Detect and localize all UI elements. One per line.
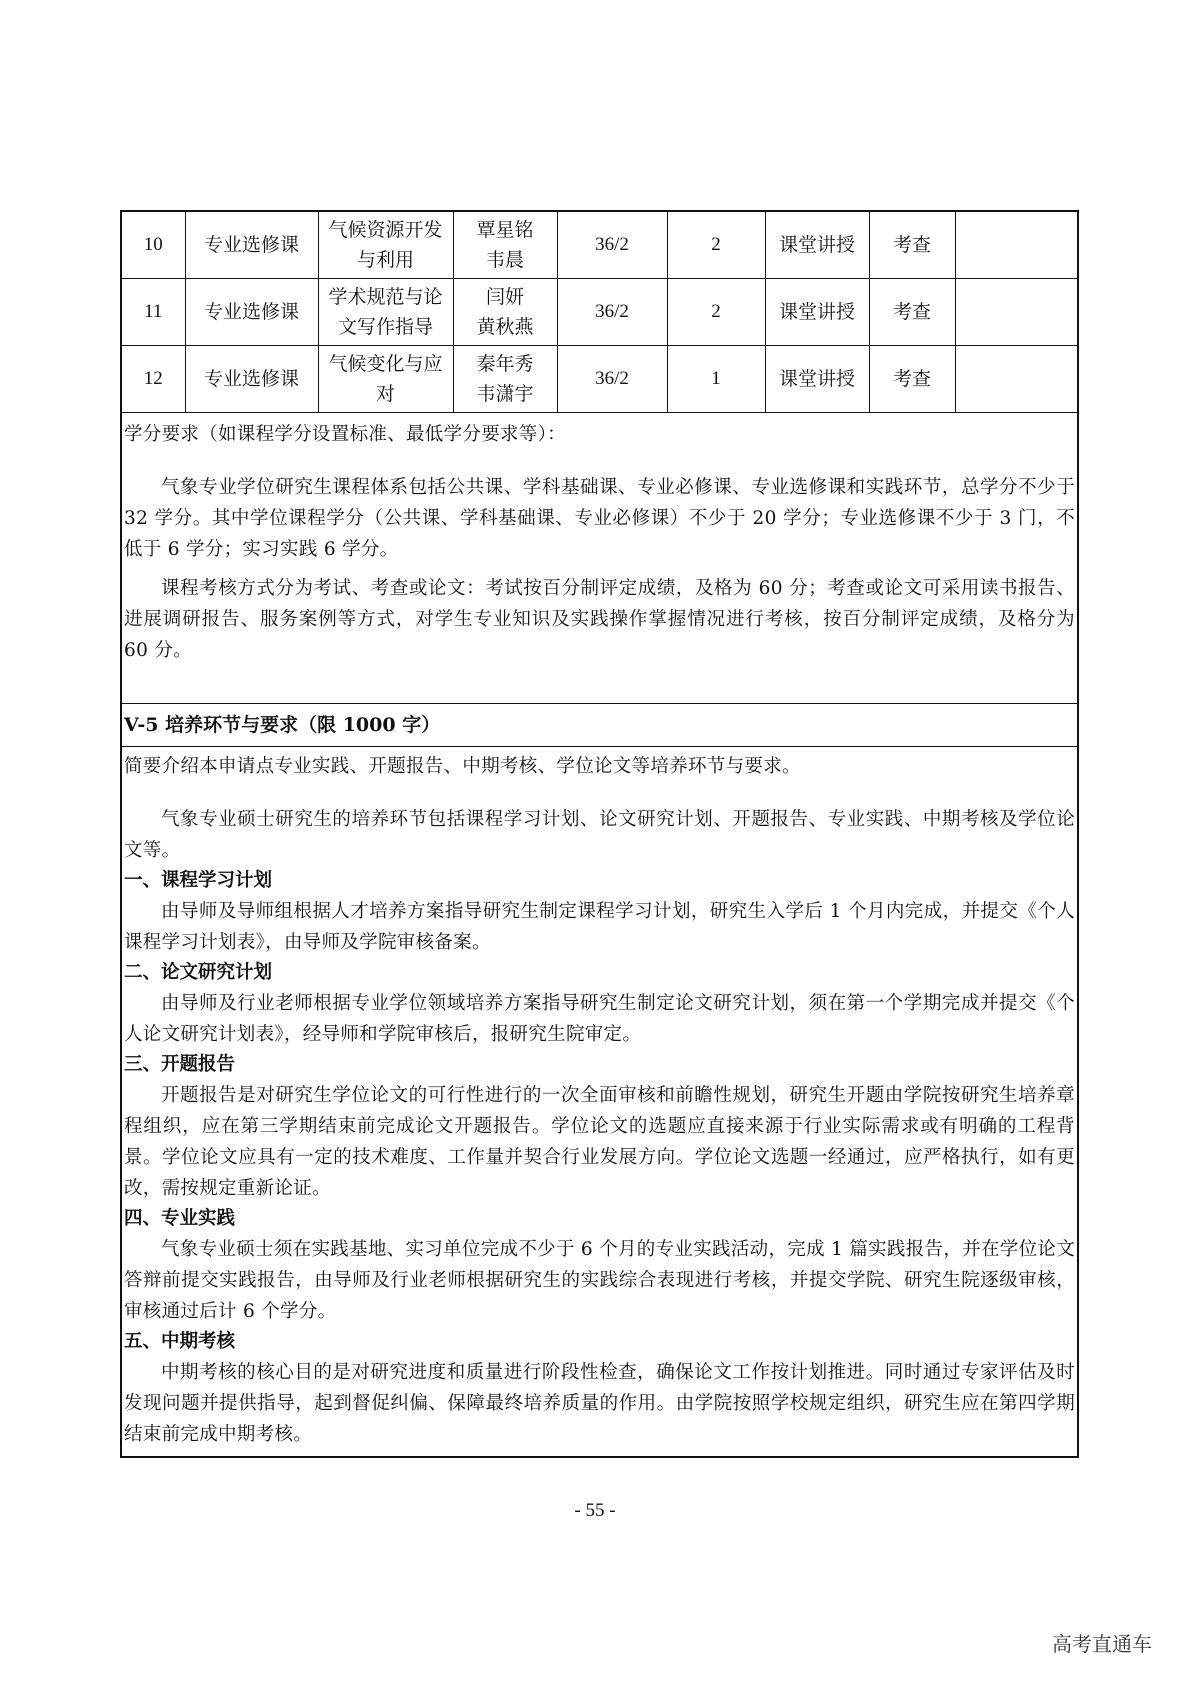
course-name: 气候变化与应 对 [318, 346, 453, 413]
table-row [122, 279, 1077, 346]
course-no: 11 [122, 279, 185, 346]
course-method: 课堂讲授 [765, 346, 869, 413]
section-v5-title: V-5 培养环节与要求（限 1000 字） [122, 703, 1077, 746]
course-credits: 2 [667, 279, 765, 346]
midterm-text: 中期考核的核心目的是对研究进度和质量进行阶段性检查，确保论文工作按计划推进。同时通过专家评估及时发现问题并提供指导，起到督促纠偏、保障最终培养质量的作用。由学院按照学校规定组织，研究生应在第四学期结束前完成中期考核。 [124, 1362, 1075, 1445]
course-assess: 考查 [869, 212, 955, 279]
course-assess: 考查 [869, 279, 955, 346]
form-frame [120, 210, 1079, 1458]
credit-requirements-label: 学分要求（如课程学分设置标准、最低学分要求等）： [124, 424, 566, 445]
heading-course-plan: 一、课程学习计划 [124, 870, 273, 891]
course-teacher: 覃星铭 韦晨 [453, 212, 557, 279]
training-overview: 气象专业硕士研究生的培养环节包括课程学习计划、论文研究计划、开题报告、专业实践、中期考核及学位论文等。 [124, 809, 1075, 861]
assessment-paragraph: 课程考核方式分为考试、考查或论文：考试按百分制评定成绩，及格为 60 分；考查或论文可采用读书报告、进展调研报告、服务案例等方式，对学生专业知识及实践操作掌握情况进行考核，按百分制评定成绩，及格分为 60 分。 [124, 578, 1075, 661]
course-teacher: 秦年秀 韦潇宇 [453, 346, 557, 413]
training-intro: 简要介绍本申请点专业实践、开题报告、中期考核、学位论文等培养环节与要求。 [124, 756, 801, 777]
heading-midterm: 五、中期考核 [124, 1331, 236, 1352]
proposal-text: 开题报告是对研究生学位论文的可行性进行的一次全面审核和前瞻性规划，研究生开题由学院按研究生培养章程组织，应在第三学期结束前完成论文开题报告。学位论文的选题应直接来源于行业实际需求或有明确的工程背景。学位论文应具有一定的技术难度、工作量并契合行业发展方向。学位论文选题一经通过，应严格执行，如有更改，需按规定重新论证。 [124, 1085, 1075, 1199]
course-assess: 考查 [869, 346, 955, 413]
course-hours: 36/2 [557, 212, 667, 279]
table-row [122, 212, 1077, 279]
thesis-plan-text: 由导师及行业老师根据专业学位领域培养方案指导研究生制定论文研究计划，须在第一个学期完成并提交《个人论文研究计划表》，经导师和学院审核后，报研究生院审定。 [124, 993, 1075, 1045]
training-requirements-section [122, 746, 1077, 1450]
course-no: 12 [122, 346, 185, 413]
course-credits: 1 [667, 346, 765, 413]
watermark-text: 高考直通车 [1052, 1632, 1152, 1656]
credit-requirements-paragraph: 气象专业学位研究生课程体系包括公共课、学科基础课、专业必修课、专业选修课和实践环节，总学分不少于 32 学分。其中学位课程学分（公共课、学科基础课、专业必修课）不少于 20 学分；专业选修课不少于 3 门，不低于 6 学分；实习实践 6 学分。 [124, 477, 1075, 560]
course-hours: 36/2 [557, 279, 667, 346]
course-plan-text: 由导师及导师组根据人才培养方案指导研究生制定课程学习计划，研究生入学后 1 个月内完成，并提交《个人课程学习计划表》，由导师及学院审核备案。 [124, 901, 1075, 953]
course-hours: 36/2 [557, 346, 667, 413]
heading-practice: 四、专业实践 [124, 1208, 236, 1229]
heading-thesis-plan: 二、论文研究计划 [124, 962, 273, 983]
course-name: 气候资源开发 与利用 [318, 212, 453, 279]
course-note [955, 212, 1077, 279]
course-table [122, 212, 1077, 413]
course-method: 课堂讲授 [765, 279, 869, 346]
credit-requirements-section [122, 413, 1077, 703]
page-number: - 55 - [574, 1500, 616, 1521]
course-note [955, 279, 1077, 346]
course-type: 专业选修课 [185, 279, 318, 346]
course-name: 学术规范与论 文写作指导 [318, 279, 453, 346]
course-credits: 2 [667, 212, 765, 279]
course-type: 专业选修课 [185, 346, 318, 413]
course-method: 课堂讲授 [765, 212, 869, 279]
course-no: 10 [122, 212, 185, 279]
practice-text: 气象专业硕士须在实践基地、实习单位完成不少于 6 个月的专业实践活动，完成 1 篇实践报告，并在学位论文答辩前提交实践报告，由导师及行业老师根据研究生的实践综合表现进行考核，并提交学院、研究生院逐级审核，审核通过后计 6 个学分。 [124, 1239, 1075, 1322]
heading-proposal: 三、开题报告 [124, 1054, 236, 1075]
course-teacher: 闫妍 黄秋燕 [453, 279, 557, 346]
course-type: 专业选修课 [185, 212, 318, 279]
course-note [955, 346, 1077, 413]
table-row [122, 346, 1077, 413]
